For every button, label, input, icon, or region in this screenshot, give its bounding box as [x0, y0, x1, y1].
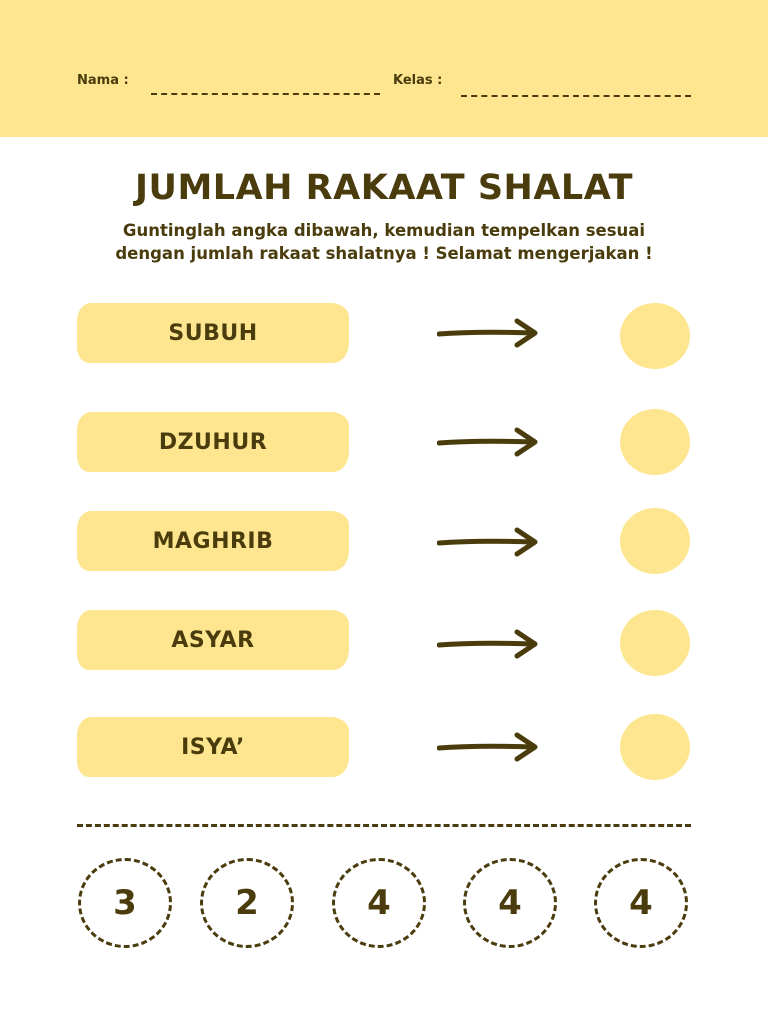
cutout-number[interactable]: 2	[200, 858, 294, 948]
prayer-label-box: DZUHUR	[77, 412, 349, 472]
header-band	[0, 0, 768, 137]
cutout-number[interactable]: 4	[332, 858, 426, 948]
answer-drop-circle[interactable]	[620, 610, 690, 676]
instructions	[0, 219, 768, 265]
cutout-number[interactable]: 4	[594, 858, 688, 948]
page-title: JUMLAH RAKAAT SHALAT	[135, 168, 633, 208]
cutout-number[interactable]: 4	[463, 858, 557, 948]
prayer-row-asyar	[0, 610, 768, 676]
instructions-line-1: Guntinglah angka dibawah, kemudian tempelkan sesuai	[122, 221, 646, 240]
answer-drop-circle[interactable]	[620, 508, 690, 574]
prayer-label-box: ISYA’	[77, 717, 349, 777]
answer-drop-circle[interactable]	[620, 303, 690, 369]
instructions-line-2: dengan jumlah rakaat shalatnya ! Selamat mengerjakan !	[115, 244, 653, 263]
arrow-right-icon	[437, 731, 539, 763]
arrow-right-icon	[437, 628, 539, 660]
prayer-row-subuh	[0, 303, 768, 369]
prayer-row-dzuhur	[0, 409, 768, 475]
prayer-row-maghrib	[0, 508, 768, 574]
class-label: Kelas :	[393, 73, 443, 88]
arrow-right-icon	[437, 526, 539, 558]
prayer-label-box: SUBUH	[77, 303, 349, 363]
answer-drop-circle[interactable]	[620, 409, 690, 475]
name-field[interactable]	[151, 93, 380, 95]
answer-drop-circle[interactable]	[620, 714, 690, 780]
class-field[interactable]	[461, 95, 691, 97]
arrow-right-icon	[437, 317, 539, 349]
cutout-number[interactable]: 3	[78, 858, 172, 948]
cut-line-divider	[77, 824, 691, 827]
prayer-label-box: MAGHRIB	[77, 511, 349, 571]
name-label: Nama :	[77, 73, 129, 88]
prayer-row-isya	[0, 714, 768, 780]
prayer-label-box: ASYAR	[77, 610, 349, 670]
arrow-right-icon	[437, 426, 539, 458]
